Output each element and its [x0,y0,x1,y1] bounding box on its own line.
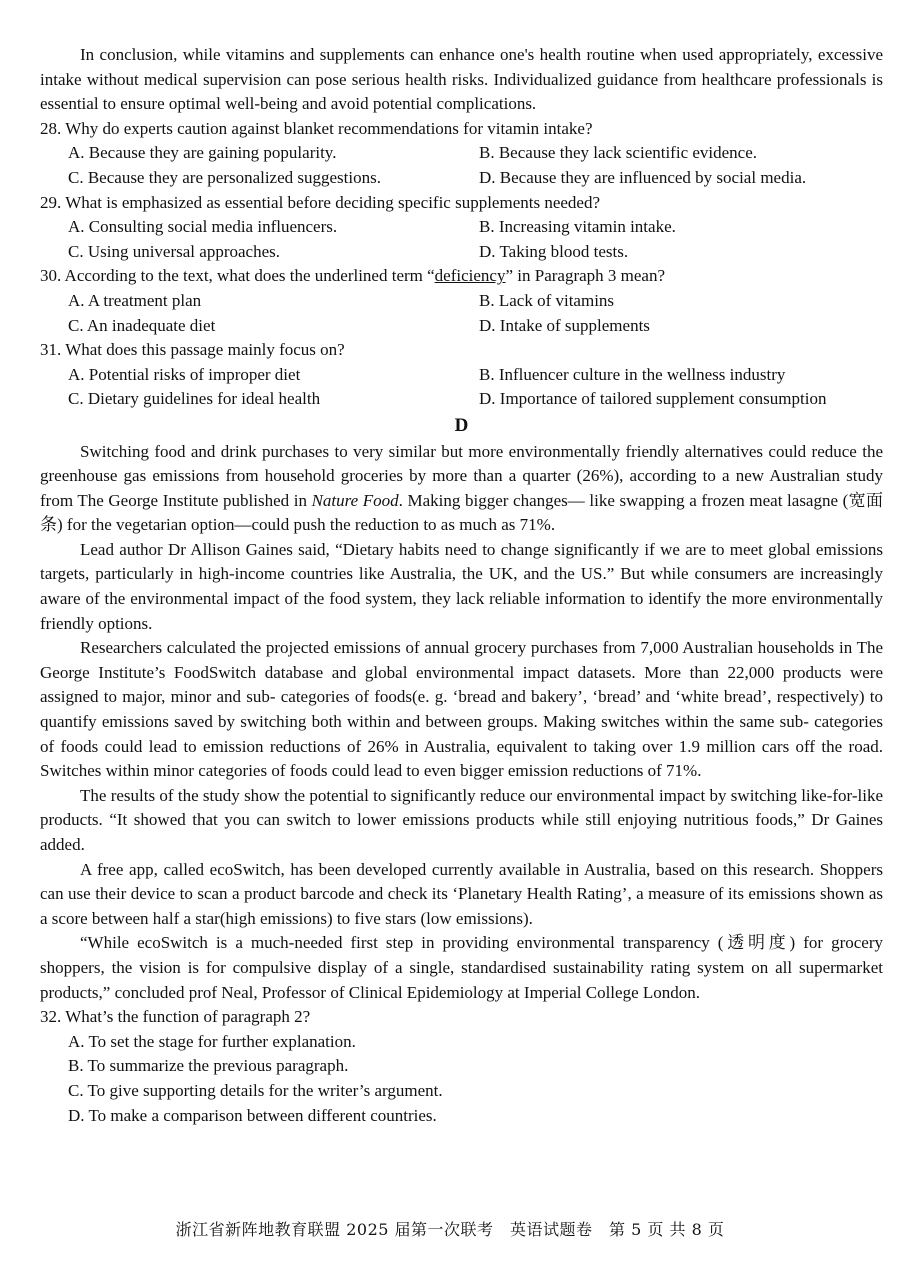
option-c: C. To give supporting details for the writer’s argument. [68,1080,443,1100]
option-b: B. Influencer culture in the wellness industry [479,364,786,384]
paragraph-text: . Making bigger changes— like swapping a frozen meat lasagne (宽面条) for the vegetarian option—could push the reduction to as much as 71%. [40,490,884,535]
options [40,289,883,338]
journal-name: Nature Food [311,490,399,510]
section-heading: D [454,414,469,436]
question-29 [40,191,883,265]
options [40,141,883,190]
question-30 [40,264,883,338]
options [40,215,883,264]
option-d: D. Intake of supplements [479,315,650,335]
option-c: C. Dietary guidelines for ideal health [68,389,321,409]
stem-text: ” in Paragraph 3 mean? [505,266,666,286]
option-a: A. Because they are gaining popularity. [68,143,337,163]
option-d: D. Importance of tailored supplement consumption [479,389,827,409]
option-d: D. To make a comparison between different countries. [68,1105,437,1125]
question-stem: 28. Why do experts caution against blanket recommendations for vitamin intake? [40,118,593,138]
passage-paragraph-6: “While ecoSwitch is a much-needed first step in providing environmental transparency (透明度) for grocery shoppers, the vision is for compulsive display of a single, standardised sustainability rating system on all supermarket products,” concluded prof Neal, Professor of Clinical Epidemiology at Imperial College London. [40,933,883,1002]
passage-paragraph-5: A free app, called ecoSwitch, has been developed currently available in Australia, based on this research. Shoppers can use their device to scan a product barcode and check its ‘Planetary Health Rating’, a measure of its emissions shown as a score between half a star(high emissions) to five stars (low emissions). [40,859,883,928]
page-footer: 浙江省新阵地教育联盟 2025 届第一次联考 英语试题卷 第 5 页 共 8 页 [175,1220,725,1239]
option-a: A. Potential risks of improper diet [68,364,301,384]
passage-paragraph-3: Researchers calculated the projected emissions of annual grocery purchases from 7,000 Australian households in The George Institute’s FoodSwitch database and global environmental impact datasets. More than 22,000 products were assigned to major, minor and sub- categories of foods(e. g. ‘bread and bakery’, ‘bread’ and ‘white bread’, respectively) to quantify emissions saved by switching both within and between groups. Making switches within the same sub- categories of foods could lead to emission reductions of 26% in Australia, equivalent to taking over 1.9 million cars off the road. Switches within minor categories of foods could lead to even bigger emission reductions of 71%. [40,638,883,781]
option-c: C. Because they are personalized suggestions. [68,167,381,187]
option-c: C. Using universal approaches. [68,241,280,261]
question-28 [40,117,883,191]
question-stem [40,264,883,289]
option-d: D. Because they are influenced by social media. [479,167,807,187]
option-b: B. Lack of vitamins [479,290,615,310]
question-32 [40,1005,883,1128]
underlined-term: deficiency [434,266,506,286]
options [40,1030,883,1128]
page-content [40,43,883,1128]
passage-paragraph-1 [40,440,883,538]
option-c: C. An inadequate diet [68,315,216,335]
option-a: A. To set the stage for further explanation. [68,1031,356,1051]
question-stem: 32. What’s the function of paragraph 2? [40,1007,311,1027]
stem-text: 30. According to the text, what does the underlined term “ [40,266,435,286]
option-a: A. Consulting social media influencers. [68,217,338,237]
option-d: D. Taking blood tests. [479,241,629,261]
option-b: B. To summarize the previous paragraph. [68,1056,349,1076]
option-b: B. Increasing vitamin intake. [479,217,676,237]
option-a: A. A treatment plan [68,290,202,310]
passage-d [40,440,883,1006]
options [40,363,883,412]
passage-paragraph-2: Lead author Dr Allison Gaines said, “Dietary habits need to change significantly if we are to meet global emissions targets, particularly in high-income countries like Australia, the UK, and the US.” But while consumers are increasingly aware of the environmental impact of the food system, they lack reliable information to identify the more environmentally friendly options. [40,539,883,633]
paragraph-text: Switching food and drink purchases to very similar but more environmentally friendly alternatives could reduce the greenhouse gas emissions from household groceries by more than a quarter (26%), according to a new Australian study from The George Institute published in [40,441,883,510]
option-b: B. Because they lack scientific evidence. [479,143,758,163]
question-stem: 29. What is emphasized as essential before deciding specific supplements needed? [40,192,601,212]
question-31 [40,338,883,412]
question-stem: 31. What does this passage mainly focus on? [40,340,345,360]
conclusion-paragraph: In conclusion, while vitamins and supplements can enhance one's health routine when used appropriately, excessive intake without medical supervision can pose serious health risks. Individualized guidance from healthcare professionals is essential to ensure optimal well-being and avoid potential complications. [40,45,883,114]
passage-paragraph-4: The results of the study show the potential to significantly reduce our environmental impact by switching like-for-like products. “It showed that you can switch to lower emissions products while still enjoying nutritious foods,” Dr Gaines added. [40,785,883,854]
